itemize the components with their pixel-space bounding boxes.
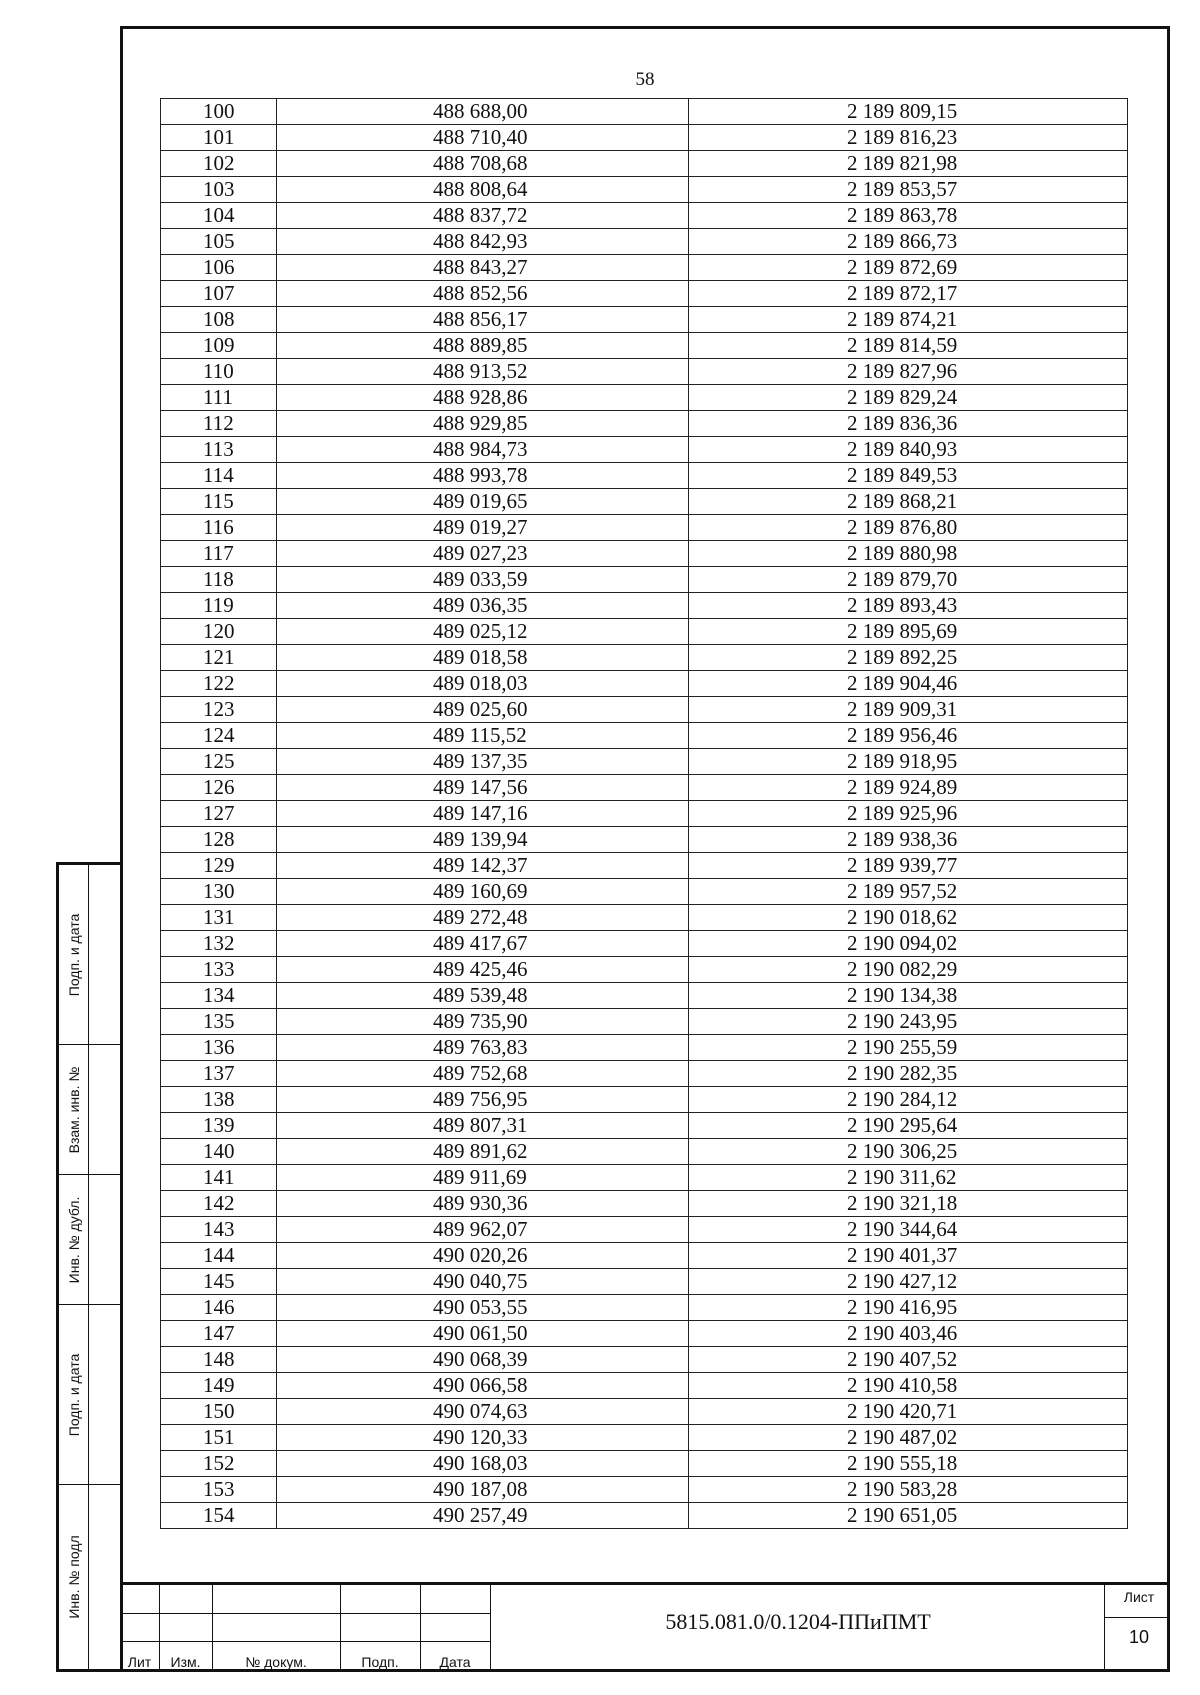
x-coordinate-cell: 488 984,73 (277, 437, 689, 463)
x-coordinate-cell: 489 019,27 (277, 515, 689, 541)
x-coordinate-cell: 489 735,90 (277, 1009, 689, 1035)
x-coordinate-cell: 489 752,68 (277, 1061, 689, 1087)
sheet-number: 10 (1128, 1627, 1150, 1647)
x-coordinate-cell: 488 710,40 (277, 125, 689, 151)
x-coordinate-cell: 490 020,26 (277, 1243, 689, 1269)
x-coordinate-cell: 488 889,85 (277, 333, 689, 359)
table-row (161, 177, 1128, 203)
point-number-cell: 138 (161, 1087, 277, 1113)
table-row (161, 1087, 1128, 1113)
table-row (161, 853, 1128, 879)
x-coordinate-cell: 489 027,23 (277, 541, 689, 567)
table-row (161, 463, 1128, 489)
side-stamp-value-1 (89, 865, 123, 1045)
point-number-cell: 111 (161, 385, 277, 411)
title-block (120, 1582, 1170, 1672)
y-coordinate-cell: 2 190 427,12 (689, 1269, 1128, 1295)
x-coordinate-cell: 489 139,94 (277, 827, 689, 853)
table-row (161, 931, 1128, 957)
table-row (161, 333, 1128, 359)
x-coordinate-cell: 489 891,62 (277, 1139, 689, 1165)
y-coordinate-cell: 2 189 809,15 (689, 99, 1128, 125)
point-number-cell: 115 (161, 489, 277, 515)
y-coordinate-cell: 2 190 487,02 (689, 1425, 1128, 1451)
y-coordinate-cell: 2 189 849,53 (689, 463, 1128, 489)
point-number-cell: 137 (161, 1061, 277, 1087)
point-number-cell: 119 (161, 593, 277, 619)
y-coordinate-cell: 2 190 311,62 (689, 1165, 1128, 1191)
y-coordinate-cell: 2 189 925,96 (689, 801, 1128, 827)
y-coordinate-cell: 2 190 583,28 (689, 1477, 1128, 1503)
y-coordinate-cell: 2 189 868,21 (689, 489, 1128, 515)
table-row (161, 801, 1128, 827)
point-number-cell: 105 (161, 229, 277, 255)
y-coordinate-cell: 2 189 956,46 (689, 723, 1128, 749)
y-coordinate-cell: 2 189 895,69 (689, 619, 1128, 645)
side-stamp-cell-replacement-inv (59, 1045, 89, 1175)
point-number-cell: 104 (161, 203, 277, 229)
x-coordinate-cell: 489 018,58 (277, 645, 689, 671)
table-row (161, 1373, 1128, 1399)
point-number-cell: 130 (161, 879, 277, 905)
point-number-cell: 108 (161, 307, 277, 333)
y-coordinate-cell: 2 189 924,89 (689, 775, 1128, 801)
table-row (161, 411, 1128, 437)
point-number-cell: 112 (161, 411, 277, 437)
table-row (161, 255, 1128, 281)
point-number-cell: 154 (161, 1503, 277, 1529)
table-row (161, 281, 1128, 307)
table-row (161, 1191, 1128, 1217)
table-row (161, 567, 1128, 593)
point-number-cell: 127 (161, 801, 277, 827)
table-row (161, 905, 1128, 931)
point-number-cell: 139 (161, 1113, 277, 1139)
y-coordinate-cell: 2 189 909,31 (689, 697, 1128, 723)
table-row (161, 1061, 1128, 1087)
point-number-cell: 120 (161, 619, 277, 645)
x-coordinate-cell: 490 074,63 (277, 1399, 689, 1425)
y-coordinate-cell: 2 189 872,17 (689, 281, 1128, 307)
y-coordinate-cell: 2 189 939,77 (689, 853, 1128, 879)
table-row (161, 983, 1128, 1009)
point-number-cell: 101 (161, 125, 277, 151)
y-coordinate-cell: 2 190 416,95 (689, 1295, 1128, 1321)
table-row (161, 437, 1128, 463)
point-number-cell: 145 (161, 1269, 277, 1295)
side-stamp-cell-sign-date-1 (59, 865, 89, 1045)
table-row (161, 385, 1128, 411)
y-coordinate-cell: 2 190 082,29 (689, 957, 1128, 983)
point-number-cell: 129 (161, 853, 277, 879)
point-number-cell: 147 (161, 1321, 277, 1347)
x-coordinate-cell: 488 929,85 (277, 411, 689, 437)
x-coordinate-cell: 489 018,03 (277, 671, 689, 697)
y-coordinate-cell: 2 190 651,05 (689, 1503, 1128, 1529)
side-stamp-cell-duplicate-inv (59, 1175, 89, 1305)
point-number-cell: 151 (161, 1425, 277, 1451)
x-coordinate-cell: 488 837,72 (277, 203, 689, 229)
x-coordinate-cell: 490 053,55 (277, 1295, 689, 1321)
point-number-cell: 134 (161, 983, 277, 1009)
x-coordinate-cell: 490 040,75 (277, 1269, 689, 1295)
point-number-cell: 144 (161, 1243, 277, 1269)
x-coordinate-cell: 489 025,12 (277, 619, 689, 645)
x-coordinate-cell: 488 843,27 (277, 255, 689, 281)
point-number-cell: 109 (161, 333, 277, 359)
table-row (161, 1503, 1128, 1529)
table-row (161, 827, 1128, 853)
document-code: 5815.081.0/0.1204-ППиПМТ (665, 1609, 931, 1634)
x-coordinate-cell: 489 417,67 (277, 931, 689, 957)
point-number-cell: 146 (161, 1295, 277, 1321)
col-label-date: Дата (439, 1654, 471, 1670)
title-block-row-line (120, 1613, 490, 1614)
point-number-cell: 143 (161, 1217, 277, 1243)
y-coordinate-cell: 2 190 295,64 (689, 1113, 1128, 1139)
table-row (161, 1451, 1128, 1477)
col-label-doc-number: № докум. (245, 1654, 307, 1670)
point-number-cell: 110 (161, 359, 277, 385)
table-row (161, 593, 1128, 619)
x-coordinate-cell: 489 756,95 (277, 1087, 689, 1113)
y-coordinate-cell: 2 189 892,25 (689, 645, 1128, 671)
point-number-cell: 118 (161, 567, 277, 593)
y-coordinate-cell: 2 190 401,37 (689, 1243, 1128, 1269)
y-coordinate-cell: 2 190 094,02 (689, 931, 1128, 957)
table-row (161, 749, 1128, 775)
y-coordinate-cell: 2 189 938,36 (689, 827, 1128, 853)
table-row (161, 515, 1128, 541)
point-number-cell: 149 (161, 1373, 277, 1399)
y-coordinate-cell: 2 190 344,64 (689, 1217, 1128, 1243)
x-coordinate-cell: 489 019,65 (277, 489, 689, 515)
y-coordinate-cell: 2 189 872,69 (689, 255, 1128, 281)
x-coordinate-cell: 489 137,35 (277, 749, 689, 775)
point-number-cell: 148 (161, 1347, 277, 1373)
point-number-cell: 122 (161, 671, 277, 697)
y-coordinate-cell: 2 189 866,73 (689, 229, 1128, 255)
y-coordinate-cell: 2 189 893,43 (689, 593, 1128, 619)
x-coordinate-cell: 489 425,46 (277, 957, 689, 983)
y-coordinate-cell: 2 190 134,38 (689, 983, 1128, 1009)
x-coordinate-cell: 489 807,31 (277, 1113, 689, 1139)
y-coordinate-cell: 2 190 018,62 (689, 905, 1128, 931)
table-row (161, 1477, 1128, 1503)
point-number-cell: 135 (161, 1009, 277, 1035)
point-number-cell: 152 (161, 1451, 277, 1477)
point-number-cell: 107 (161, 281, 277, 307)
x-coordinate-cell: 490 120,33 (277, 1425, 689, 1451)
coordinates-table-body (161, 99, 1128, 1529)
table-row (161, 151, 1128, 177)
point-number-cell: 102 (161, 151, 277, 177)
y-coordinate-cell: 2 190 407,52 (689, 1347, 1128, 1373)
y-coordinate-cell: 2 190 306,25 (689, 1139, 1128, 1165)
point-number-cell: 113 (161, 437, 277, 463)
x-coordinate-cell: 488 913,52 (277, 359, 689, 385)
side-stamp (56, 862, 120, 1672)
table-row (161, 203, 1128, 229)
x-coordinate-cell: 489 962,07 (277, 1217, 689, 1243)
x-coordinate-cell: 489 930,36 (277, 1191, 689, 1217)
point-number-cell: 116 (161, 515, 277, 541)
point-number-cell: 153 (161, 1477, 277, 1503)
y-coordinate-cell: 2 189 863,78 (689, 203, 1128, 229)
table-row (161, 1295, 1128, 1321)
table-row (161, 359, 1128, 385)
side-stamp-value-4 (89, 1305, 123, 1485)
x-coordinate-cell: 489 539,48 (277, 983, 689, 1009)
point-number-cell: 124 (161, 723, 277, 749)
y-coordinate-cell: 2 189 814,59 (689, 333, 1128, 359)
x-coordinate-cell: 490 257,49 (277, 1503, 689, 1529)
x-coordinate-cell: 488 688,00 (277, 99, 689, 125)
point-number-cell: 128 (161, 827, 277, 853)
point-number-cell: 133 (161, 957, 277, 983)
point-number-cell: 136 (161, 1035, 277, 1061)
table-row (161, 957, 1128, 983)
point-number-cell: 140 (161, 1139, 277, 1165)
table-row (161, 1217, 1128, 1243)
side-stamp-cell-sign-date-2 (59, 1305, 89, 1485)
point-number-cell: 150 (161, 1399, 277, 1425)
point-number-cell: 132 (161, 931, 277, 957)
y-coordinate-cell: 2 189 816,23 (689, 125, 1128, 151)
y-coordinate-cell: 2 189 874,21 (689, 307, 1128, 333)
side-stamp-label: Подп. и дата (66, 1353, 82, 1436)
col-label-izm: Изм. (170, 1654, 201, 1670)
table-row (161, 775, 1128, 801)
x-coordinate-cell: 489 147,56 (277, 775, 689, 801)
table-row (161, 879, 1128, 905)
table-row (161, 1165, 1128, 1191)
x-coordinate-cell: 490 168,03 (277, 1451, 689, 1477)
table-row (161, 1113, 1128, 1139)
table-row (161, 619, 1128, 645)
side-stamp-label: Инв. № дубл. (66, 1196, 82, 1283)
x-coordinate-cell: 488 842,93 (277, 229, 689, 255)
y-coordinate-cell: 2 189 879,70 (689, 567, 1128, 593)
x-coordinate-cell: 489 025,60 (277, 697, 689, 723)
x-coordinate-cell: 490 187,08 (277, 1477, 689, 1503)
point-number-cell: 103 (161, 177, 277, 203)
y-coordinate-cell: 2 189 918,95 (689, 749, 1128, 775)
x-coordinate-cell: 488 928,86 (277, 385, 689, 411)
y-coordinate-cell: 2 190 243,95 (689, 1009, 1128, 1035)
table-row (161, 671, 1128, 697)
coordinates-table (160, 98, 1128, 1529)
y-coordinate-cell: 2 190 555,18 (689, 1451, 1128, 1477)
y-coordinate-cell: 2 189 829,24 (689, 385, 1128, 411)
x-coordinate-cell: 489 272,48 (277, 905, 689, 931)
point-number-cell: 142 (161, 1191, 277, 1217)
side-stamp-label: Взам. инв. № (66, 1066, 82, 1153)
x-coordinate-cell: 488 993,78 (277, 463, 689, 489)
x-coordinate-cell: 489 033,59 (277, 567, 689, 593)
table-row (161, 229, 1128, 255)
x-coordinate-cell: 488 708,68 (277, 151, 689, 177)
point-number-cell: 100 (161, 99, 277, 125)
x-coordinate-cell: 488 852,56 (277, 281, 689, 307)
point-number-cell: 114 (161, 463, 277, 489)
point-number-cell: 125 (161, 749, 277, 775)
x-coordinate-cell: 490 068,39 (277, 1347, 689, 1373)
page-number: 58 (635, 69, 655, 90)
point-number-cell: 126 (161, 775, 277, 801)
x-coordinate-cell: 488 856,17 (277, 307, 689, 333)
y-coordinate-cell: 2 189 840,93 (689, 437, 1128, 463)
y-coordinate-cell: 2 190 284,12 (689, 1087, 1128, 1113)
x-coordinate-cell: 489 160,69 (277, 879, 689, 905)
y-coordinate-cell: 2 190 420,71 (689, 1399, 1128, 1425)
table-row (161, 1425, 1128, 1451)
x-coordinate-cell: 489 142,37 (277, 853, 689, 879)
x-coordinate-cell: 489 763,83 (277, 1035, 689, 1061)
point-number-cell: 106 (161, 255, 277, 281)
table-row (161, 1243, 1128, 1269)
y-coordinate-cell: 2 189 904,46 (689, 671, 1128, 697)
x-coordinate-cell: 489 115,52 (277, 723, 689, 749)
col-label-signature: Подп. (361, 1654, 399, 1670)
side-stamp-value-3 (89, 1175, 123, 1305)
table-row (161, 1009, 1128, 1035)
table-row (161, 1347, 1128, 1373)
sheet-label: Лист (1123, 1589, 1155, 1605)
table-row (161, 697, 1128, 723)
table-row (161, 489, 1128, 515)
title-block-row-line (1104, 1617, 1170, 1618)
point-number-cell: 141 (161, 1165, 277, 1191)
table-row (161, 541, 1128, 567)
x-coordinate-cell: 490 066,58 (277, 1373, 689, 1399)
y-coordinate-cell: 2 190 255,59 (689, 1035, 1128, 1061)
side-stamp-cell-original-inv (59, 1485, 89, 1669)
y-coordinate-cell: 2 189 957,52 (689, 879, 1128, 905)
table-row (161, 1399, 1128, 1425)
side-stamp-value-2 (89, 1045, 123, 1175)
point-number-cell: 121 (161, 645, 277, 671)
table-row (161, 1269, 1128, 1295)
table-row (161, 1139, 1128, 1165)
x-coordinate-cell: 489 036,35 (277, 593, 689, 619)
y-coordinate-cell: 2 189 836,36 (689, 411, 1128, 437)
y-coordinate-cell: 2 190 282,35 (689, 1061, 1128, 1087)
table-row (161, 1035, 1128, 1061)
y-coordinate-cell: 2 189 876,80 (689, 515, 1128, 541)
y-coordinate-cell: 2 190 403,46 (689, 1321, 1128, 1347)
table-row (161, 723, 1128, 749)
x-coordinate-cell: 490 061,50 (277, 1321, 689, 1347)
side-stamp-label: Инв. № подл (66, 1535, 82, 1619)
y-coordinate-cell: 2 189 821,98 (689, 151, 1128, 177)
point-number-cell: 123 (161, 697, 277, 723)
title-block-row-line (120, 1641, 490, 1642)
col-label-lit: Лит (127, 1654, 152, 1670)
side-stamp-label: Подп. и дата (66, 913, 82, 996)
table-row (161, 645, 1128, 671)
x-coordinate-cell: 489 911,69 (277, 1165, 689, 1191)
y-coordinate-cell: 2 189 880,98 (689, 541, 1128, 567)
x-coordinate-cell: 488 808,64 (277, 177, 689, 203)
table-row (161, 125, 1128, 151)
point-number-cell: 131 (161, 905, 277, 931)
y-coordinate-cell: 2 190 410,58 (689, 1373, 1128, 1399)
y-coordinate-cell: 2 189 827,96 (689, 359, 1128, 385)
y-coordinate-cell: 2 189 853,57 (689, 177, 1128, 203)
y-coordinate-cell: 2 190 321,18 (689, 1191, 1128, 1217)
table-row (161, 1321, 1128, 1347)
table-row (161, 99, 1128, 125)
point-number-cell: 117 (161, 541, 277, 567)
table-row (161, 307, 1128, 333)
x-coordinate-cell: 489 147,16 (277, 801, 689, 827)
